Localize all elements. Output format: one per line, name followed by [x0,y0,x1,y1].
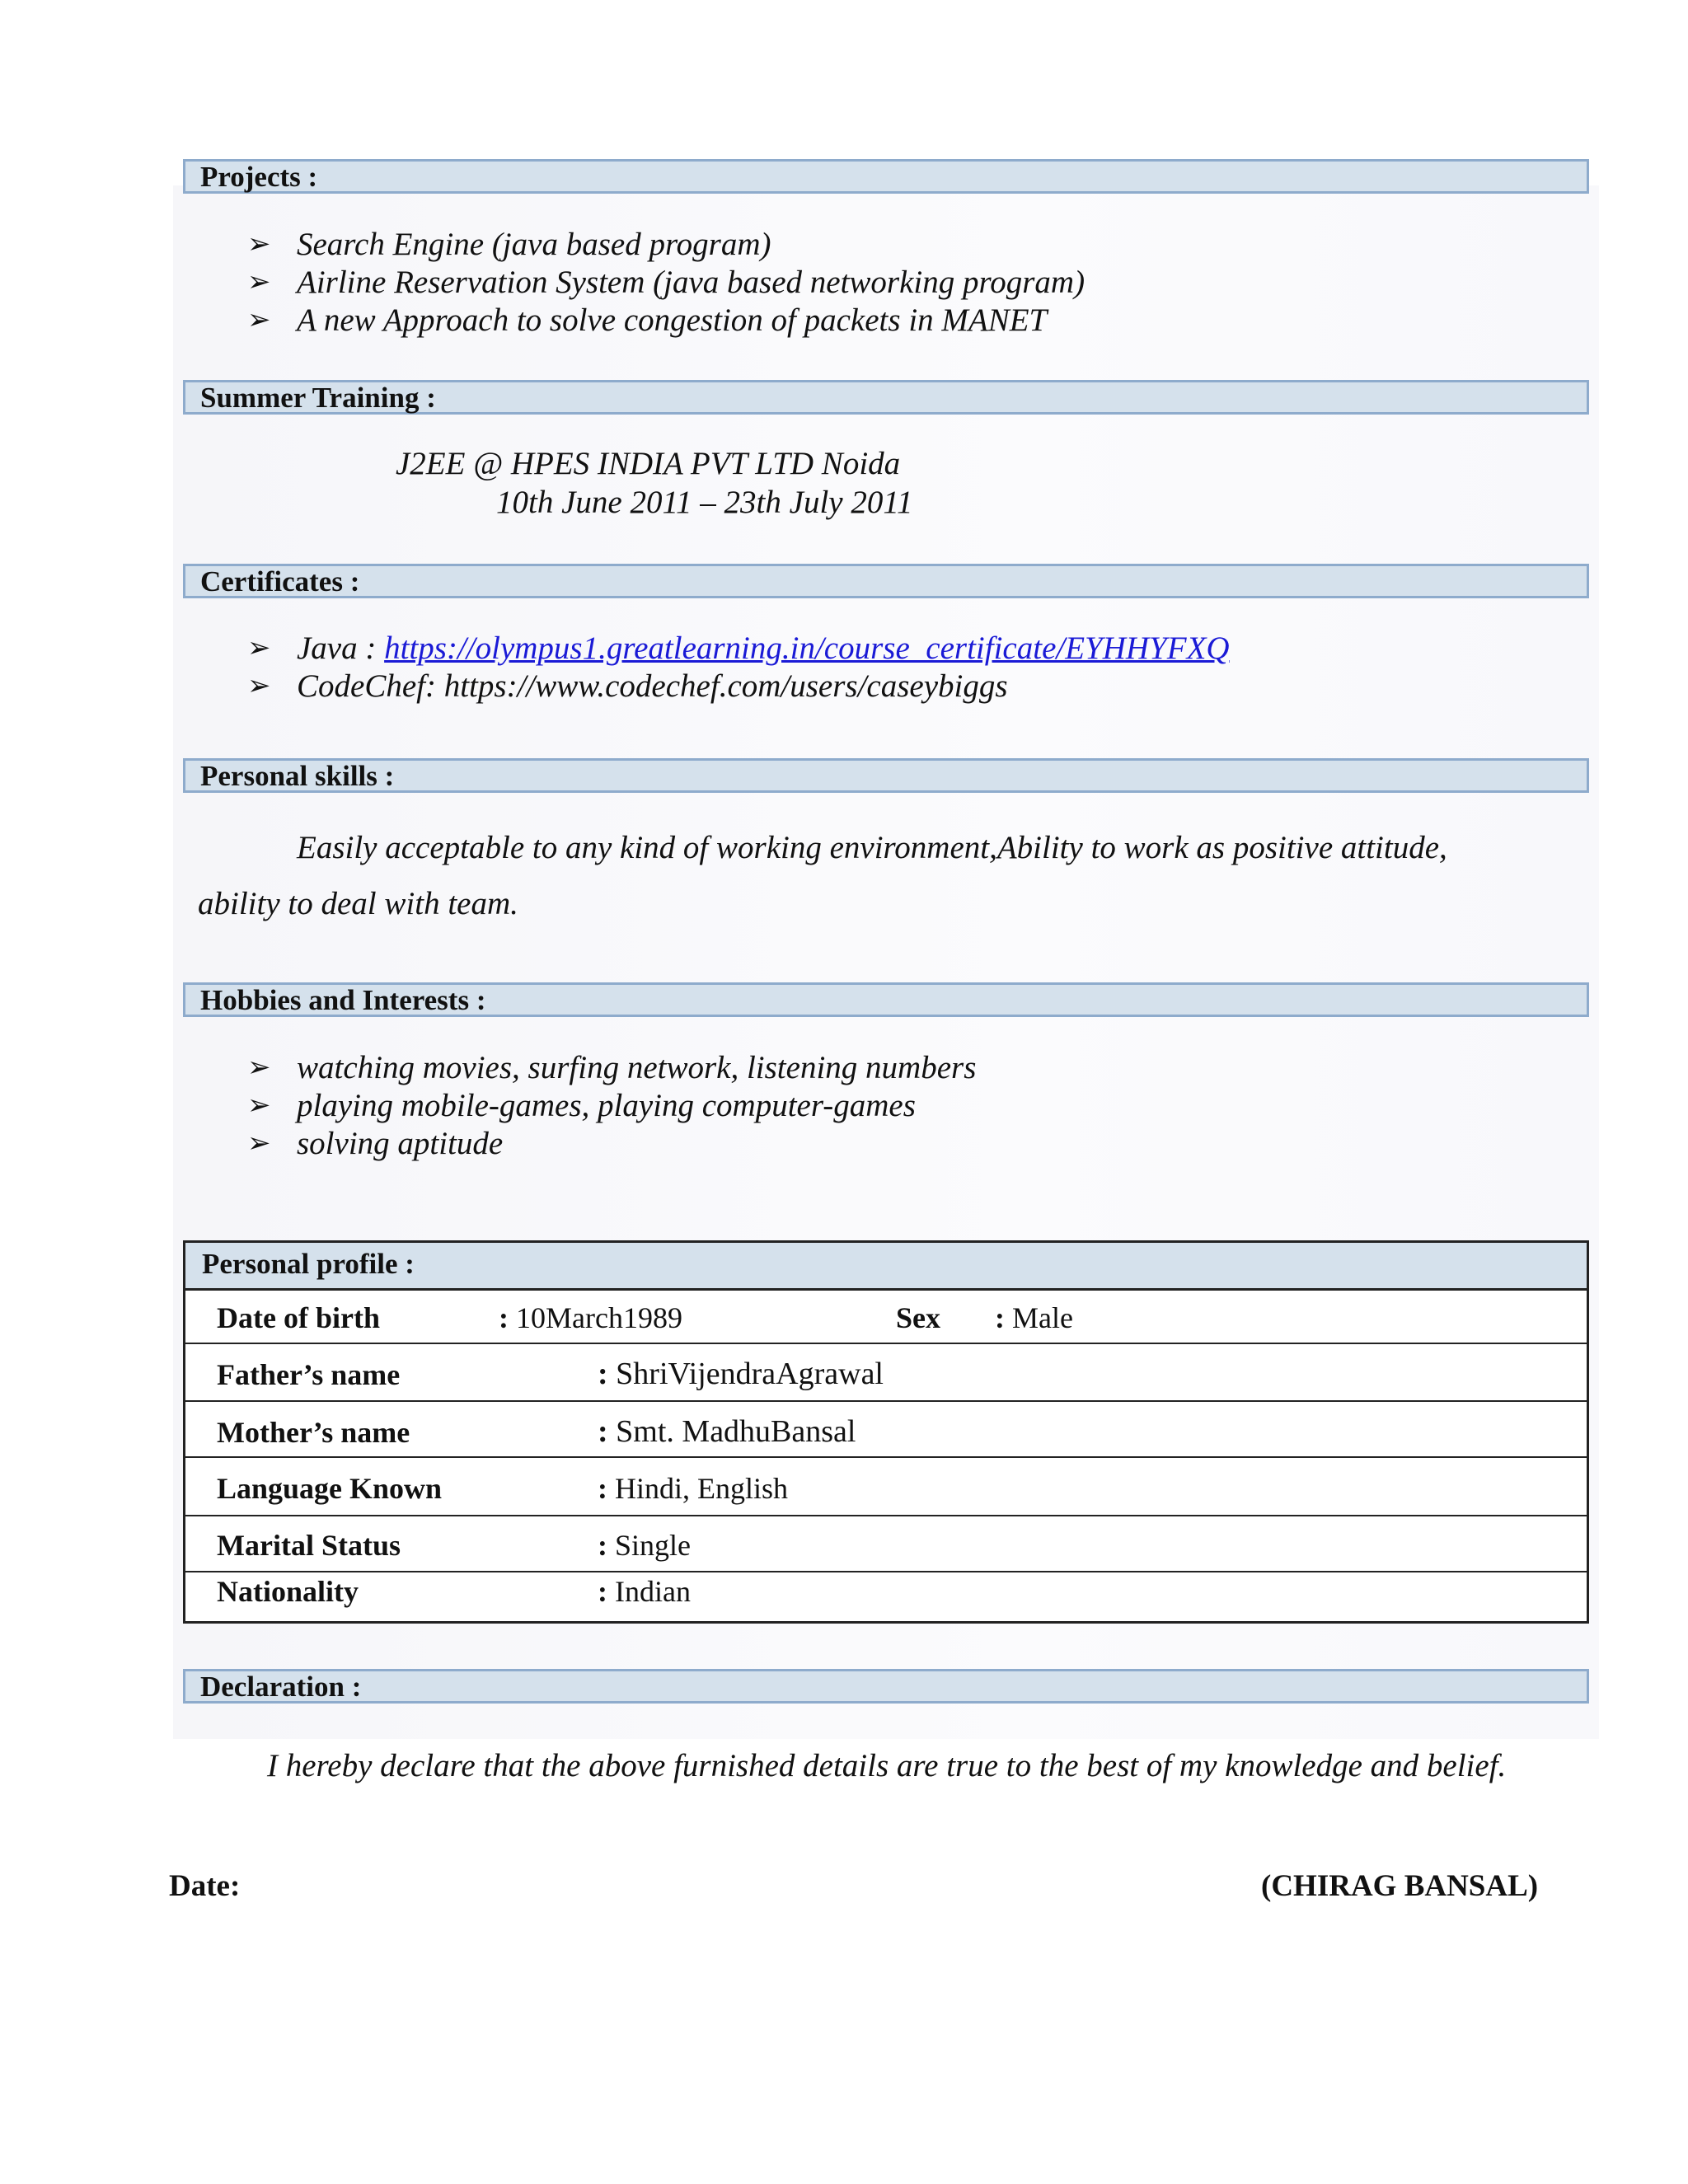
marital-status-label: Marital Status [217,1529,401,1562]
hobbies-header: Hobbies and Interests : [183,982,1589,1017]
list-item: ➢ playing mobile-games, playing computer-games [247,1088,916,1123]
nationality-value: Indian [615,1575,691,1608]
arrow-bullet-icon: ➢ [247,633,271,663]
declaration-header: Declaration : [183,1669,1589,1704]
list-item: ➢ Search Engine (java based program) [247,227,771,262]
sex-label: Sex [896,1301,940,1334]
skills-line-1: Easily acceptable to any kind of working environment,Ability to work as positive attitude, [297,830,1447,865]
table-row: Date of birth : 10March1989 Sex : Male [185,1291,1587,1344]
fathers-name-value: ShriVijendraAgrawal [616,1357,884,1391]
hobbies-list [247,1049,976,1163]
personal-profile-table [183,1240,1589,1624]
arrow-bullet-icon: ➢ [247,229,271,260]
sex-value: Male [1012,1301,1073,1334]
list-item: ➢ Airline Reservation System (java based networking program) [247,265,1085,300]
language-known-value: Hindi, English [615,1472,789,1505]
table-row: Language Known : Hindi, English [185,1458,1587,1516]
declaration-text: I hereby declare that the above furnished details are true to the best of my knowledge and belief. [267,1748,1507,1783]
training-company: J2EE @ HPES INDIA PVT LTD Noida [396,446,901,481]
table-row: Mother’s name : Smt. MadhuBansal [185,1402,1587,1458]
dob-value: 10March1989 [516,1301,682,1334]
list-item: ➢ watching movies, surfing network, listening numbers [247,1050,977,1085]
table-row: Nationality : Indian [217,1575,691,1608]
arrow-bullet-icon: ➢ [247,671,271,701]
marital-status-value: Single [615,1529,692,1562]
personal-skills-header: Personal skills : [183,758,1589,793]
arrow-bullet-icon: ➢ [247,305,271,335]
table-row: Marital Status : Single [185,1516,1587,1572]
projects-header: Projects : [183,159,1589,194]
projects-list [247,226,1085,340]
skills-line-2: ability to deal with team. [198,886,518,921]
personal-profile-header: Personal profile : [185,1243,1587,1291]
summer-training-header: Summer Training : [183,380,1589,415]
mothers-name-label: Mother’s name [217,1416,410,1449]
list-item: ➢ solving aptitude [247,1126,504,1161]
dob-label: Date of birth [217,1301,380,1334]
certificates-header: Certificates : [183,564,1589,598]
java-certificate-link[interactable]: https://olympus1.greatlearning.in/course_certificate/EYHHYFXQ [384,630,1230,666]
arrow-bullet-icon: ➢ [247,1090,271,1121]
nationality-label: Nationality [217,1575,359,1608]
training-dates: 10th June 2011 – 23th July 2011 [496,485,913,520]
fathers-name-label: Father’s name [217,1358,401,1391]
arrow-bullet-icon: ➢ [247,1052,271,1083]
arrow-bullet-icon: ➢ [247,1128,271,1159]
list-item: ➢ CodeChef: https://www.codechef.com/users/caseybiggs [247,668,1008,704]
list-item: ➢ Java : https://olympus1.greatlearning.in/course_certificate/EYHHYFXQ [247,630,1230,666]
arrow-bullet-icon: ➢ [247,267,271,298]
list-item: ➢ A new Approach to solve congestion of packets in MANET [247,302,1048,338]
table-row: Father’s name : ShriVijendraAgrawal [185,1344,1587,1402]
date-label: Date: [169,1869,241,1903]
signature-name: (CHIRAG BANSAL) [1261,1869,1539,1903]
certificates-list [247,630,1230,705]
mothers-name-value: Smt. MadhuBansal [616,1414,856,1449]
language-known-label: Language Known [217,1472,443,1505]
